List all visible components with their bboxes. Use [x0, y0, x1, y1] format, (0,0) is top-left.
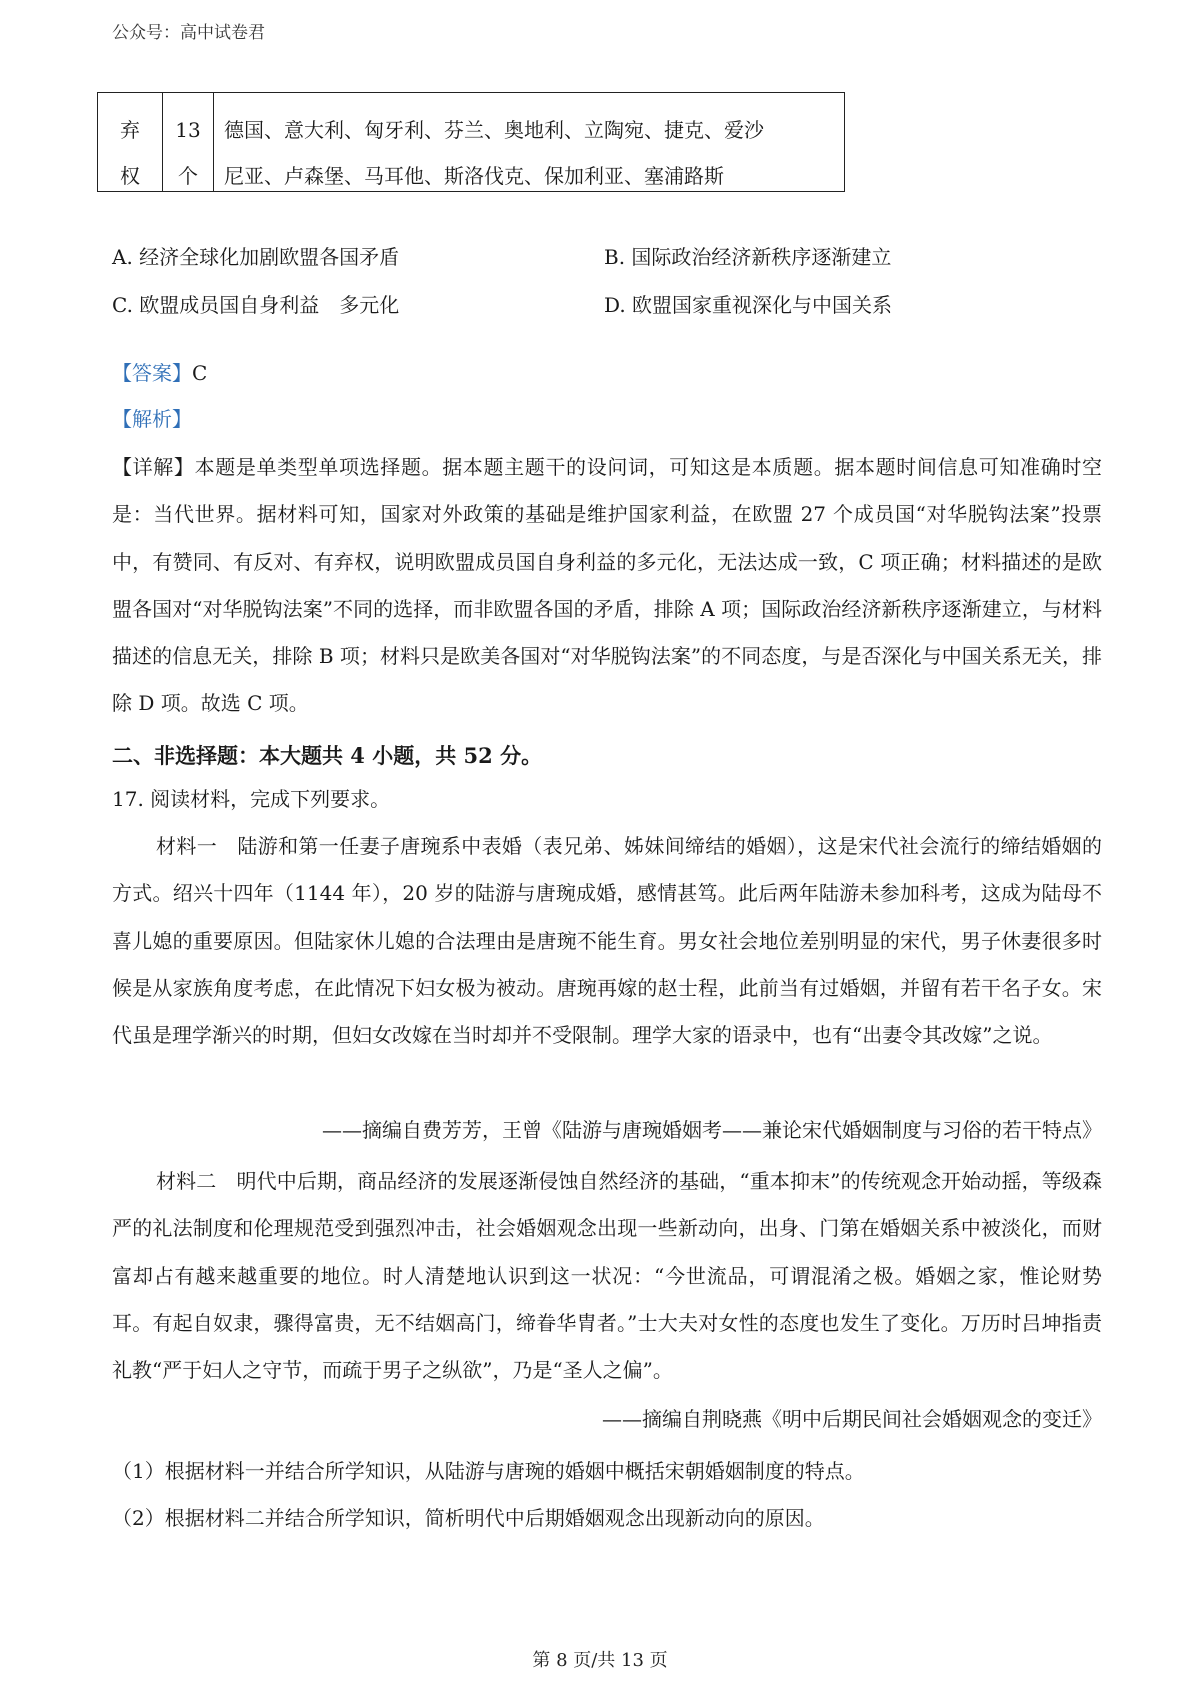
vote-category-char-1: 弃: [120, 118, 140, 142]
answer-line: [112, 350, 1100, 397]
detail-paragraph: [112, 444, 1102, 728]
sub-question-1: （1）根据材料一并结合所学知识，从陆游与唐琬的婚姻中概括宋朝婚姻制度的特点。: [112, 1459, 865, 1483]
vote-category-char-2: 权: [120, 164, 140, 188]
material-1-source: ——摘编自费芳芳，王曾《陆游与唐琬婚姻考——兼论宋代婚姻制度与习俗的若干特点》: [322, 1118, 1102, 1142]
material-2: 材料二 明代中后期，商品经济的发展逐渐侵蚀自然经济的基础，“重本抑末”的传统观念开始动摇，等级森严的礼法制度和伦理规范受到强烈冲击，社会婚姻观念出现一些新动向，出身、门第在婚姻关系中被淡化，而财富却占有越来越重要的地位。时人清楚地认识到这一状况：“今世流品，可谓混淆之极。婚姻之家，惟论财势耳。有起自奴隶，骤得富贵，无不结姻高门，缔眷华胄者。”士大夫对女性的态度也发生了变化。万历时吕坤指责礼教“严于妇人之守节，而疏于男子之纵欲”，乃是“圣人之偏”。: [112, 1169, 1102, 1383]
option-d: D. 欧盟国家重视深化与中国关系: [604, 293, 893, 317]
detail-tag: 【详解】: [112, 455, 195, 479]
vote-table: [97, 92, 845, 192]
question-stem: 17. 阅读材料，完成下列要求。: [112, 787, 391, 811]
section-title: 二、非选择题：本大题共 4 小题，共 52 分。: [112, 743, 543, 768]
answer-value: C: [192, 361, 208, 385]
vote-count-unit: 个: [178, 164, 198, 188]
vote-countries-line-1: 德国、意大利、匈牙利、芬兰、奥地利、立陶宛、捷克、爱沙: [224, 118, 764, 142]
option-b: B. 国际政治经济新秩序逐渐建立: [604, 245, 892, 269]
vote-count-number: 13: [175, 118, 201, 142]
detail-text: 本题是单类型单项选择题。据本题主题干的设问词，可知这是本质题。据本题时间信息可知准确时空是：当代世界。据材料可知，国家对外政策的基础是维护国家利益，在欧盟 27 个成员国“对华脱钩法案”投票中，有赞同、有反对、有弃权，说明欧盟成员国自身利益的多元化，无法达成一致，C 项正确；材料描述的是欧盟各国对“对华脱钩法案”不同的选择，而非欧盟各国的矛盾，排除 A 项；国际政治经济新秩序逐渐建立，与材料描述的信息无关，排除 B 项；材料只是欧美各国对“对华脱钩法案”的不同态度，与是否深化与中国关系无关，排除 D 项。故选 C 项。: [112, 455, 1103, 716]
option-a: A. 经济全球化加剧欧盟各国矛盾: [112, 245, 400, 269]
vote-countries-cell: [214, 93, 845, 192]
sub-question-2: （2）根据材料二并结合所学知识，简析明代中后期婚姻观念出现新动向的原因。: [112, 1506, 825, 1530]
analysis-line: [112, 396, 1100, 443]
material-1: 材料一 陆游和第一任妻子唐琬系中表婚（表兄弟、姊妹间缔结的婚姻），这是宋代社会流行的缔结婚姻的方式。绍兴十四年（1144 年），20 岁的陆游与唐琬成婚，感情甚笃。此后两年陆游未参加科考，这成为陆母不喜儿媳的重要原因。但陆家休儿媳的合法理由是唐琬不能生育。男女社会地位差别明显的宋代，男子休妻很多时候是从家族角度考虑，在此情况下妇女极为被动。唐琬再嫁的赵士程，此前当有过婚姻，并留有若干名子女。宋代虽是理学渐兴的时期，但妇女改嫁在当时却并不受限制。理学大家的语录中，也有“出妻令其改嫁”之说。: [112, 834, 1102, 1048]
header-note: 公众号：高中试卷君: [112, 23, 265, 43]
page-number: 第 8 页/共 13 页: [532, 1650, 668, 1671]
vote-category-cell: [98, 93, 163, 192]
answer-tag: 【答案】: [112, 361, 192, 385]
analysis-tag: 【解析】: [112, 407, 192, 431]
vote-count-cell: [163, 93, 214, 192]
vote-countries-line-2: 尼亚、卢森堡、马耳他、斯洛伐克、保加利亚、塞浦路斯: [224, 164, 724, 188]
option-c: C. 欧盟成员国自身利益 多元化: [112, 293, 400, 317]
material-2-source: ——摘编自荆晓燕《明中后期民间社会婚姻观念的变迁》: [602, 1407, 1102, 1431]
